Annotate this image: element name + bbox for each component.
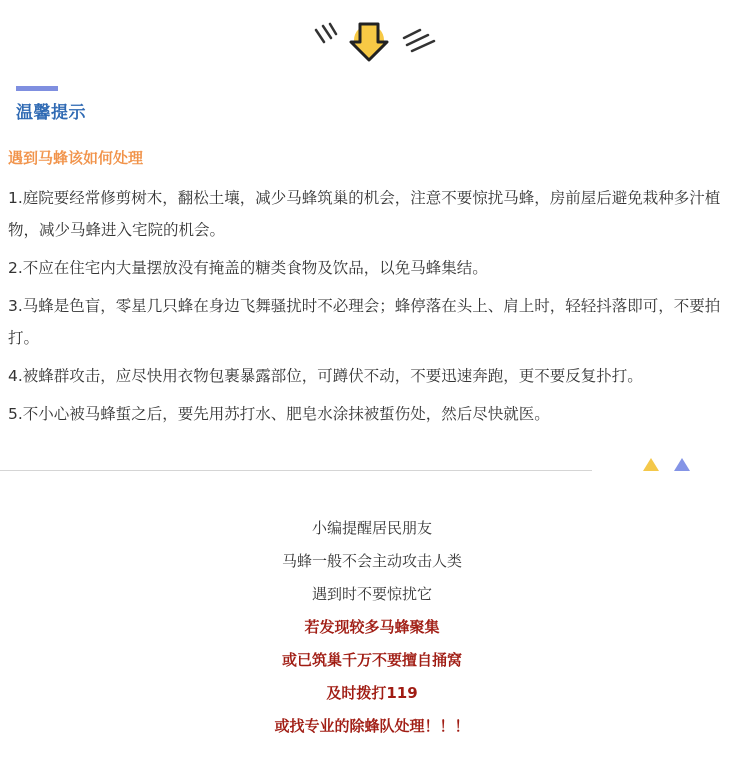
closing-line: 遇到时不要惊扰它 [311, 585, 432, 603]
tip-item: 3.马蜂是色盲，零星几只蜂在身边飞舞骚扰时不必理会；蜂停落在头上、肩上时，轻轻抖落即可，不要拍打。 [8, 297, 721, 347]
section-title: 温馨提示 [16, 103, 86, 123]
closing-line: 小编提醒居民朋友 [311, 519, 432, 537]
tip-item: 5.不小心被马蜂蜇之后，要先用苏打水、肥皂水涂抹被蜇伤处，然后尽快就医。 [8, 405, 550, 423]
closing-message [0, 512, 744, 743]
tip-item: 4.被蜂群攻击，应尽快用衣物包裹暴露部位，可蹲伏不动，不要迅速奔跑，更不要反复扑打。 [8, 367, 643, 385]
triangle-decoration-icon [640, 455, 696, 475]
closing-emphasis-line: 若发现较多马蜂聚集 [304, 618, 440, 636]
tip-item: 2.不应在住宅内大量摆放没有掩盖的糖类食物及饮品，以免马蜂集结。 [8, 259, 488, 277]
closing-emphasis-line: 或已筑巢千万不要擅自捅窝 [281, 651, 462, 669]
closing-emphasis-line: 或找专业的除蜂队处理！！！ [274, 717, 470, 735]
subheading: 遇到马蜂该如何处理 [8, 149, 144, 167]
closing-emphasis-line: 及时拨打119 [326, 684, 418, 702]
down-arrow-icon [312, 16, 440, 66]
title-accent-bar [16, 86, 58, 91]
tip-item: 1.庭院要经常修剪树木，翻松土壤，减少马蜂筑巢的机会，注意不要惊扰马蜂，房前屋后避免栽种多汁植物，减少马蜂进入宅院的机会。 [8, 189, 721, 239]
closing-line: 马蜂一般不会主动攻击人类 [281, 552, 462, 570]
divider [0, 470, 592, 471]
tips-list [8, 182, 738, 436]
